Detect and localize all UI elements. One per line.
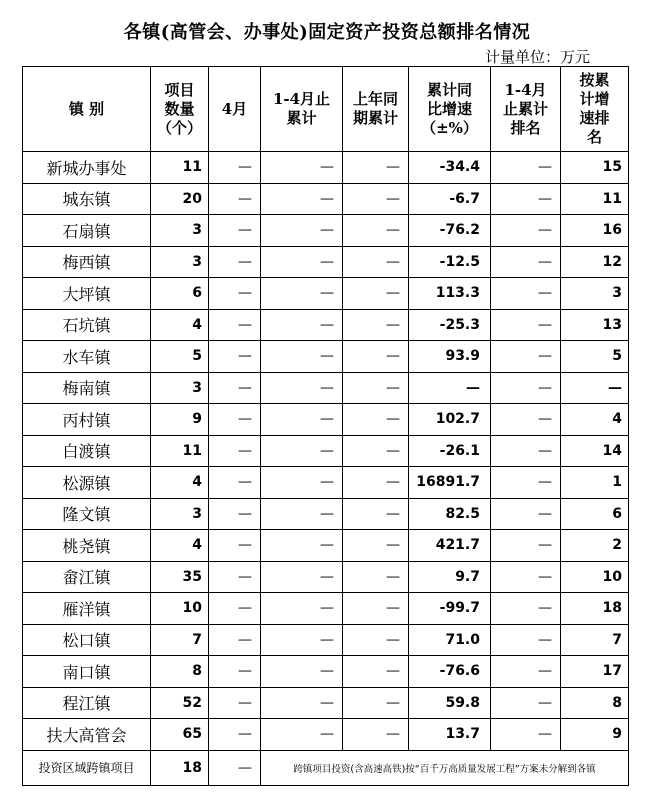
growth-rank: 2 [561, 530, 629, 562]
project-count: 52 [151, 687, 209, 719]
cumulative-value: — [261, 372, 343, 404]
last-year-value: — [343, 593, 409, 625]
cumulative-value: — [261, 593, 343, 625]
cumulative-value: — [261, 246, 343, 278]
growth-rate: -25.3 [409, 309, 491, 341]
cumulative-value: — [261, 656, 343, 688]
april-value: — [209, 152, 261, 184]
table-row [23, 246, 629, 278]
last-year-value: — [343, 183, 409, 215]
table-row [23, 593, 629, 625]
april-value: — [209, 341, 261, 373]
project-count: 7 [151, 624, 209, 656]
growth-rank: 18 [561, 593, 629, 625]
last-year-value: — [343, 215, 409, 247]
cumulative-rank: — [491, 341, 561, 373]
table-row [23, 404, 629, 436]
growth-rank: 14 [561, 435, 629, 467]
table-row [23, 341, 629, 373]
cross-town-count: 18 [151, 750, 209, 785]
april-value: — [209, 498, 261, 530]
cumulative-value: — [261, 498, 343, 530]
april-value: — [209, 719, 261, 751]
cumulative-rank: — [491, 278, 561, 310]
april-value: — [209, 624, 261, 656]
ranking-table [22, 66, 629, 786]
table-row [23, 656, 629, 688]
growth-rate: 82.5 [409, 498, 491, 530]
april-value: — [209, 656, 261, 688]
town-name: 大坪镇 [23, 278, 151, 310]
cumulative-rank: — [491, 372, 561, 404]
project-count: 3 [151, 372, 209, 404]
cumulative-rank: — [491, 152, 561, 184]
header-project-count: 项目 数量 （个） [151, 67, 209, 152]
growth-rank: 5 [561, 341, 629, 373]
cumulative-value: — [261, 278, 343, 310]
last-year-value: — [343, 467, 409, 499]
town-name: 水车镇 [23, 341, 151, 373]
growth-rank: 7 [561, 624, 629, 656]
last-year-value: — [343, 656, 409, 688]
cumulative-rank: — [491, 624, 561, 656]
header-growth-rank: 按累 计增 速排 名 [561, 67, 629, 152]
last-year-value: — [343, 687, 409, 719]
april-value: — [209, 593, 261, 625]
april-value: — [209, 687, 261, 719]
cumulative-rank: — [491, 183, 561, 215]
cumulative-value: — [261, 215, 343, 247]
april-value: — [209, 246, 261, 278]
cumulative-value: — [261, 152, 343, 184]
cumulative-rank: — [491, 530, 561, 562]
unit-label: 计量单位：万元 [484, 48, 590, 66]
growth-rate: 9.7 [409, 561, 491, 593]
project-count: 4 [151, 309, 209, 341]
table-row [23, 435, 629, 467]
cross-town-note: 跨镇项目投资(含高速高铁)按“百千万高质量发展工程”方案未分解到各镇 [261, 750, 629, 785]
cumulative-value: — [261, 404, 343, 436]
project-count: 20 [151, 183, 209, 215]
cumulative-value: — [261, 309, 343, 341]
table-row [23, 687, 629, 719]
cumulative-rank: — [491, 687, 561, 719]
last-year-value: — [343, 278, 409, 310]
town-name: 雁洋镇 [23, 593, 151, 625]
project-count: 8 [151, 656, 209, 688]
last-year-value: — [343, 530, 409, 562]
growth-rank: 1 [561, 467, 629, 499]
april-value: — [209, 530, 261, 562]
cumulative-value: — [261, 624, 343, 656]
last-year-value: — [343, 309, 409, 341]
table-row [23, 561, 629, 593]
town-name: 白渡镇 [23, 435, 151, 467]
town-name: 丙村镇 [23, 404, 151, 436]
growth-rank: 8 [561, 687, 629, 719]
table-row [23, 624, 629, 656]
project-count: 9 [151, 404, 209, 436]
growth-rank: 12 [561, 246, 629, 278]
page-title: 各镇(高管会、办事处)固定资产投资总额排名情况 [123, 22, 531, 43]
table-row [23, 215, 629, 247]
cross-town-row [23, 750, 629, 785]
last-year-value: — [343, 719, 409, 751]
growth-rank: — [561, 372, 629, 404]
cumulative-value: — [261, 530, 343, 562]
april-value: — [209, 183, 261, 215]
town-name: 梅南镇 [23, 372, 151, 404]
last-year-value: — [343, 404, 409, 436]
cumulative-value: — [261, 435, 343, 467]
table-row [23, 530, 629, 562]
cross-town-label: 投资区域跨镇项目 [23, 750, 151, 785]
last-year-value: — [343, 372, 409, 404]
cumulative-rank: — [491, 309, 561, 341]
table-row [23, 467, 629, 499]
cumulative-value: — [261, 467, 343, 499]
table-row [23, 152, 629, 184]
cumulative-rank: — [491, 656, 561, 688]
town-name: 扶大高管会 [23, 719, 151, 751]
cumulative-value: — [261, 561, 343, 593]
growth-rank: 13 [561, 309, 629, 341]
last-year-value: — [343, 624, 409, 656]
header-row [23, 67, 629, 152]
growth-rate: -26.1 [409, 435, 491, 467]
table-row [23, 719, 629, 751]
growth-rank: 16 [561, 215, 629, 247]
town-name: 松口镇 [23, 624, 151, 656]
growth-rate: 59.8 [409, 687, 491, 719]
project-count: 4 [151, 467, 209, 499]
cumulative-rank: — [491, 215, 561, 247]
town-name: 石扇镇 [23, 215, 151, 247]
cumulative-rank: — [491, 561, 561, 593]
town-name: 南口镇 [23, 656, 151, 688]
growth-rate: 113.3 [409, 278, 491, 310]
town-name: 石坑镇 [23, 309, 151, 341]
last-year-value: — [343, 152, 409, 184]
header-cumulative-rank: 1-4月 止累计 排名 [491, 67, 561, 152]
cumulative-value: — [261, 719, 343, 751]
town-name: 松源镇 [23, 467, 151, 499]
project-count: 6 [151, 278, 209, 310]
cumulative-value: — [261, 687, 343, 719]
april-value: — [209, 278, 261, 310]
project-count: 65 [151, 719, 209, 751]
header-yoy-growth: 累计同 比增速 （±%） [409, 67, 491, 152]
last-year-value: — [343, 435, 409, 467]
growth-rate: -6.7 [409, 183, 491, 215]
header-last-year-cumulative: 上年同 期累计 [343, 67, 409, 152]
last-year-value: — [343, 246, 409, 278]
april-value: — [209, 215, 261, 247]
growth-rank: 6 [561, 498, 629, 530]
growth-rank: 15 [561, 152, 629, 184]
cumulative-rank: — [491, 593, 561, 625]
table-row [23, 309, 629, 341]
growth-rate: -34.4 [409, 152, 491, 184]
growth-rate: 71.0 [409, 624, 491, 656]
cumulative-rank: — [491, 246, 561, 278]
growth-rank: 4 [561, 404, 629, 436]
project-count: 5 [151, 341, 209, 373]
growth-rate: 93.9 [409, 341, 491, 373]
april-value: — [209, 435, 261, 467]
cumulative-rank: — [491, 467, 561, 499]
growth-rank: 3 [561, 278, 629, 310]
april-value: — [209, 404, 261, 436]
cumulative-value: — [261, 341, 343, 373]
growth-rate: — [409, 372, 491, 404]
growth-rate: 16891.7 [409, 467, 491, 499]
april-value: — [209, 372, 261, 404]
town-name: 城东镇 [23, 183, 151, 215]
last-year-value: — [343, 498, 409, 530]
last-year-value: — [343, 561, 409, 593]
town-name: 隆文镇 [23, 498, 151, 530]
table-row [23, 372, 629, 404]
project-count: 3 [151, 215, 209, 247]
header-town: 镇 别 [23, 67, 151, 152]
growth-rate: 102.7 [409, 404, 491, 436]
cross-town-april: — [209, 750, 261, 785]
project-count: 3 [151, 498, 209, 530]
table-row [23, 498, 629, 530]
project-count: 10 [151, 593, 209, 625]
growth-rank: 11 [561, 183, 629, 215]
cumulative-rank: — [491, 435, 561, 467]
town-name: 新城办事处 [23, 152, 151, 184]
cumulative-rank: — [491, 404, 561, 436]
growth-rate: -12.5 [409, 246, 491, 278]
growth-rate: 421.7 [409, 530, 491, 562]
april-value: — [209, 309, 261, 341]
project-count: 35 [151, 561, 209, 593]
cumulative-rank: — [491, 719, 561, 751]
last-year-value: — [343, 341, 409, 373]
cumulative-value: — [261, 183, 343, 215]
growth-rate: -99.7 [409, 593, 491, 625]
project-count: 3 [151, 246, 209, 278]
table-row [23, 278, 629, 310]
header-april: 4月 [209, 67, 261, 152]
project-count: 11 [151, 435, 209, 467]
april-value: — [209, 467, 261, 499]
cumulative-rank: — [491, 498, 561, 530]
growth-rate: -76.2 [409, 215, 491, 247]
header-jan-apr-cumulative: 1-4月止 累计 [261, 67, 343, 152]
town-name: 程江镇 [23, 687, 151, 719]
april-value: — [209, 561, 261, 593]
table-row [23, 183, 629, 215]
project-count: 11 [151, 152, 209, 184]
project-count: 4 [151, 530, 209, 562]
growth-rate: 13.7 [409, 719, 491, 751]
growth-rank: 9 [561, 719, 629, 751]
town-name: 桃尧镇 [23, 530, 151, 562]
growth-rank: 10 [561, 561, 629, 593]
town-name: 畲江镇 [23, 561, 151, 593]
growth-rate: -76.6 [409, 656, 491, 688]
growth-rank: 17 [561, 656, 629, 688]
town-name: 梅西镇 [23, 246, 151, 278]
